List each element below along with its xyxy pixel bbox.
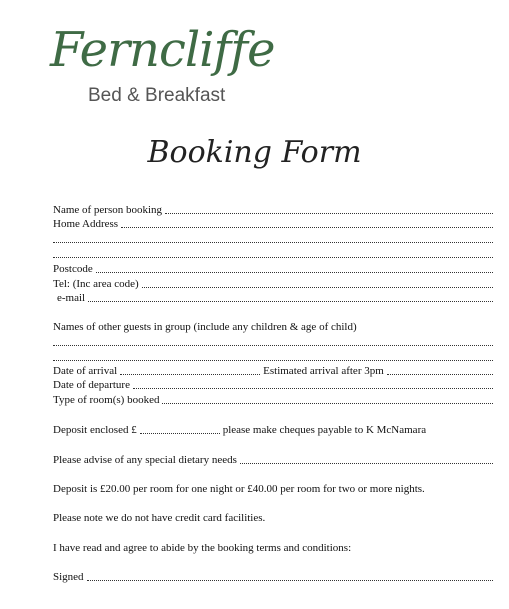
field-room-type bbox=[53, 393, 493, 407]
fill-line[interactable] bbox=[240, 462, 493, 464]
fill-line[interactable] bbox=[88, 300, 493, 302]
deposit-note: Deposit is £20.00 per room for one night or £40.00 per room for two or more nights. bbox=[53, 483, 425, 495]
address-line[interactable] bbox=[53, 247, 493, 258]
fill-line[interactable] bbox=[120, 373, 260, 375]
field-label: Deposit enclosed £ bbox=[53, 424, 137, 436]
field-deposit bbox=[53, 423, 493, 437]
field-tel bbox=[53, 277, 493, 291]
field-name-booking bbox=[53, 203, 493, 217]
field-label: Date of arrival bbox=[53, 365, 118, 377]
guests-line[interactable] bbox=[53, 335, 493, 346]
field-email bbox=[57, 291, 493, 305]
field-label: Signed bbox=[53, 571, 84, 583]
field-label: Tel: (Inc area code) bbox=[53, 278, 139, 290]
field-postcode bbox=[53, 262, 493, 276]
guests-line[interactable] bbox=[53, 350, 493, 361]
fill-line[interactable] bbox=[96, 271, 493, 273]
field-arrival bbox=[53, 364, 493, 378]
address-line[interactable] bbox=[53, 232, 493, 243]
field-label: Postcode bbox=[53, 263, 93, 275]
field-dietary bbox=[53, 453, 493, 467]
credit-card-note: Please note we do not have credit card facilities. bbox=[53, 512, 266, 524]
field-departure bbox=[53, 378, 493, 392]
fill-line[interactable] bbox=[165, 212, 493, 214]
fill-line[interactable] bbox=[87, 579, 493, 581]
ferncliffe-logo bbox=[10, 18, 310, 118]
field-label: Name of person booking bbox=[53, 204, 163, 216]
agreement-note: I have read and agree to abide by the booking terms and conditions: bbox=[53, 542, 352, 554]
logo-name: Ferncliffe bbox=[50, 22, 275, 78]
field-label: e-mail bbox=[57, 292, 86, 304]
field-label: Date of departure bbox=[53, 379, 130, 391]
fill-line[interactable] bbox=[121, 226, 493, 228]
page-title: Booking Form bbox=[147, 135, 362, 170]
field-label: Type of room(s) booked bbox=[53, 394, 160, 406]
fill-line[interactable] bbox=[387, 373, 493, 375]
field-label: Please advise of any special dietary needs bbox=[53, 454, 237, 466]
field-label: Estimated arrival after 3pm bbox=[263, 365, 384, 377]
cheque-note: please make cheques payable to K McNamara bbox=[222, 424, 427, 436]
logo-subtitle: Bed & Breakfast bbox=[88, 85, 226, 106]
field-label: Home Address bbox=[53, 218, 119, 230]
field-signed bbox=[53, 570, 493, 584]
other-guests-label: Names of other guests in group (include any children & age of child) bbox=[53, 321, 357, 333]
fill-line[interactable] bbox=[142, 286, 493, 288]
field-home-address bbox=[53, 217, 493, 231]
fill-line[interactable] bbox=[133, 387, 493, 389]
fill-line[interactable] bbox=[162, 402, 493, 404]
fill-line[interactable] bbox=[140, 432, 220, 434]
